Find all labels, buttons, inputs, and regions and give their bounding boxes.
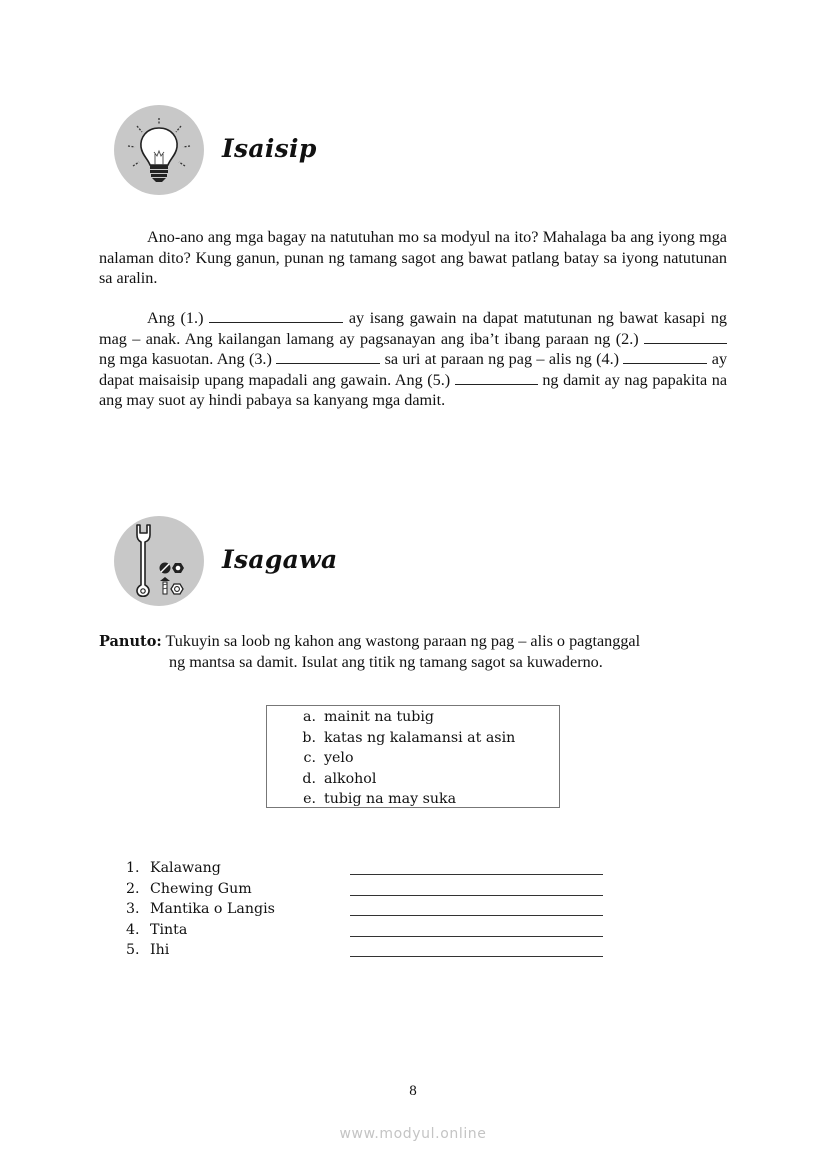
fill-in-text-5: ay dapat maisaisip upang mapadali ang gawain. Ang (5.) [99, 350, 728, 389]
question-item [126, 879, 606, 900]
intro-text: Ano-ano ang mga bagay na natutuhan mo sa modyul na ito? Mahalaga ba ang iyong mga nalaman dito? Kung ganun, punan ng tamang sagot ang bawat patlang batay sa iyong natutunan sa aralin. [99, 228, 727, 287]
page-number: 8 [409, 1083, 417, 1099]
choice-text: tubig na may suka [324, 791, 457, 807]
question-text: Mantika o Langis [150, 901, 275, 918]
fill-in-text-2: ay isang gawain na dapat matutunan ng bawat kasapi ng mag – anak. Ang kailangan lamang ay pagsanayan ang iba’t ibang paraan ng (2.) [99, 309, 728, 348]
choice-letter: c. [303, 750, 316, 766]
choice-letter: d. [302, 770, 316, 787]
choice-item [267, 769, 559, 790]
section-title-isagawa: Isagawa [222, 545, 338, 574]
choice-item [267, 789, 559, 810]
question-text: Kalawang [150, 860, 221, 876]
blank-2[interactable] [644, 331, 727, 344]
choice-item [267, 728, 559, 749]
blank-3[interactable] [276, 351, 380, 364]
watermark: www.modyul.online [339, 1126, 487, 1142]
choice-item [267, 707, 559, 728]
question-item [126, 899, 606, 920]
question-number: 3. [126, 901, 140, 918]
fill-in-text-4: sa uri at paraan ng pag – alis ng (4.) [384, 350, 620, 368]
wrench-tools-icon [113, 515, 205, 607]
blank-1[interactable] [209, 310, 343, 323]
choice-text: alkohol [324, 770, 377, 787]
question-number: 2. [126, 880, 140, 897]
choice-text: mainit na tubig [324, 709, 434, 725]
instructions [99, 631, 739, 673]
question-item [126, 920, 606, 941]
fill-in-text-3: ng mga kasuotan. Ang (3.) [99, 350, 272, 368]
question-text: Chewing Gum [150, 880, 252, 897]
choices-box [266, 705, 560, 808]
answer-line[interactable] [350, 915, 603, 916]
question-number: 5. [126, 942, 140, 959]
isaisip-intro-paragraph [99, 227, 727, 289]
question-number: 1. [126, 860, 140, 876]
blank-5[interactable] [455, 372, 538, 385]
choice-letter: b. [302, 729, 316, 746]
instructions-label: Panuto: [99, 633, 162, 650]
choice-letter: a. [303, 709, 316, 725]
instructions-line-1: Tukuyin sa loob ng kahon ang wastong paraan ng pag – alis o pagtanggal [165, 632, 641, 650]
question-text: Ihi [150, 942, 170, 959]
choice-item [267, 748, 559, 769]
fill-in-text-6: ng damit ay nag papakita na ang may suot ay hindi pabaya sa kanyang mga damit. [99, 370, 728, 409]
fill-in-paragraph [99, 308, 727, 411]
lightbulb-icon [113, 104, 205, 196]
choice-text: katas ng kalamansi at asin [324, 729, 516, 746]
blank-4[interactable] [623, 351, 707, 364]
answer-line[interactable] [350, 895, 603, 896]
section-title-isaisip: Isaisip [222, 134, 317, 163]
question-item [126, 858, 606, 879]
answer-line[interactable] [350, 956, 603, 957]
answer-line[interactable] [350, 936, 603, 937]
question-number: 4. [126, 921, 140, 938]
answer-line[interactable] [350, 874, 603, 875]
choice-letter: e. [303, 791, 316, 807]
question-text: Tinta [150, 921, 188, 938]
choice-text: yelo [324, 750, 354, 766]
fill-in-text-1: Ang (1.) [147, 309, 204, 327]
question-item [126, 940, 606, 961]
question-list [126, 858, 606, 961]
instructions-line-2: ng mantsa sa damit. Isulat ang titik ng tamang sagot sa kuwaderno. [169, 653, 603, 671]
